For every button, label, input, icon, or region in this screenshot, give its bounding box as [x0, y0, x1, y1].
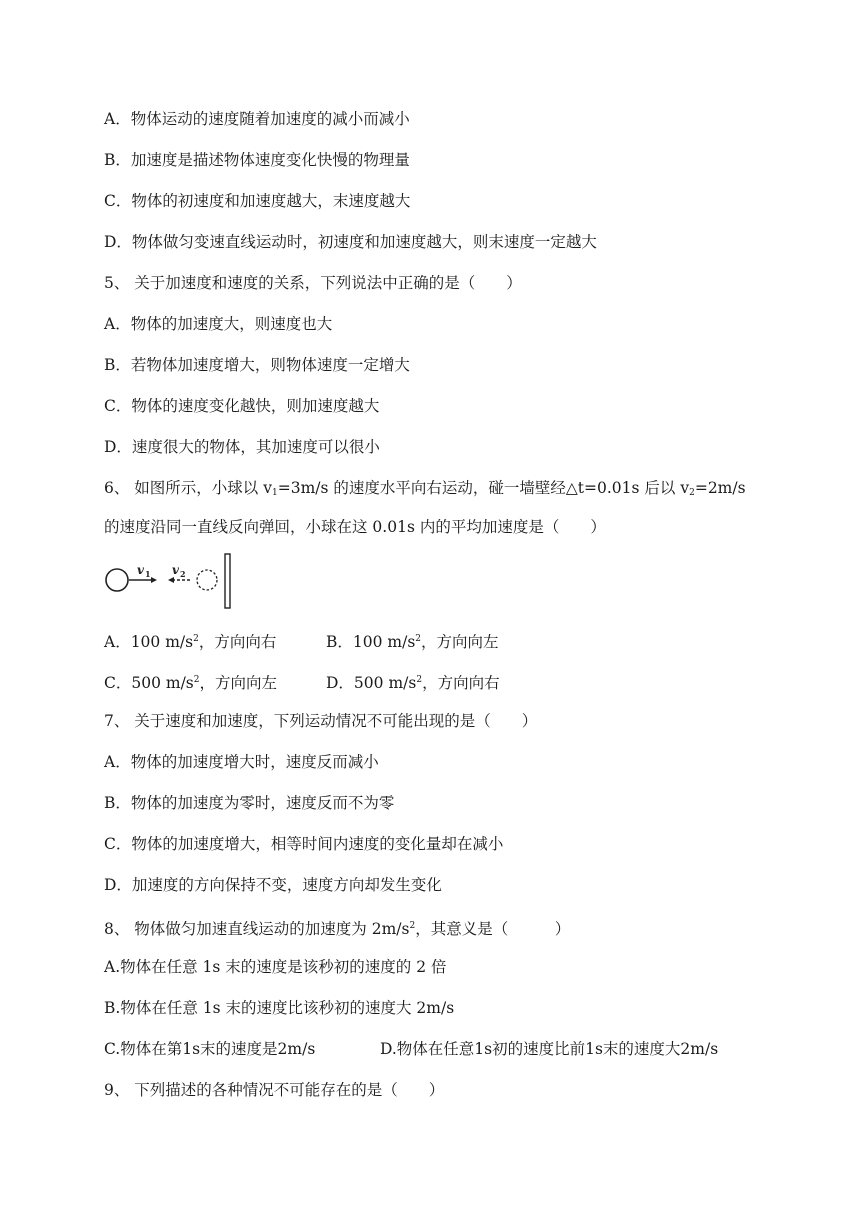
q6-option-d: D．500 $m/s^2$，方向向右: [326, 674, 500, 692]
q4-option-d: D．物体做匀变速直线运动时，初速度和加速度越大，则末速度一定越大: [104, 233, 597, 251]
wall-icon: [225, 554, 230, 608]
q7-option-b: B．物体的加速度为零时，速度反而不为零: [104, 794, 395, 812]
q4-option-c: C．物体的初速度和加速度越大，末速度越大: [104, 192, 411, 210]
q6-options-row1: [104, 628, 499, 653]
ball-icon: [106, 569, 128, 591]
q5-stem: 5、 关于加速度和速度的关系，下列说法中正确的是（ ）: [104, 274, 522, 292]
q7-option-d: D．加速度的方向保持不变，速度方向却发生变化: [104, 876, 442, 894]
q7-stem: 7、 关于速度和加速度，下列运动情况不可能出现的是（ ）: [104, 712, 538, 730]
q5-option-d: D．速度很大的物体，其加速度可以很小: [104, 438, 380, 456]
q7-option-c: C．物体的加速度增大，相等时间内速度的变化量却在减小: [104, 835, 504, 853]
q5-option-a: A．物体的加速度大，则速度也大: [104, 315, 333, 333]
q6-option-a: A．100 $m/s^2$，方向向右: [104, 633, 277, 651]
q4-option-b: B．加速度是描述物体速度变化快慢的物理量: [104, 151, 410, 169]
q5-option-c: C．物体的速度变化越快，则加速度越大: [104, 397, 380, 415]
q7-option-a: A．物体的加速度增大时，速度反而减小: [104, 753, 379, 771]
q6-options-row2: [104, 669, 500, 694]
v2-sub: 2: [180, 569, 186, 579]
q6-option-b: B．100 $m/s^2$，方向向左: [326, 633, 499, 651]
q5-option-b: B．若物体加速度增大，则物体速度一定增大: [104, 356, 410, 374]
q6-figure-ball-wall: [100, 552, 240, 612]
v1-label: v: [137, 563, 144, 577]
q8-options-row-cd: [104, 1038, 718, 1060]
q8-stem: 8、 物体做匀加速直线运动的加速度为 $2m/s^2$，其意义是（ ）: [104, 920, 571, 938]
q8-option-d: D.物体在任意1s初的速度比前1s末的速度大2m/s: [380, 1040, 719, 1058]
q8-option-a: A.物体在任意 1s 末的速度是该秒初的速度的 2 倍: [104, 958, 447, 976]
q6-stem-line1: 6、 如图所示，小球以 $v_1=3m/s$ 的速度水平向右运动，碰一墙壁经△t=0.01s 后以 $v_2=2m/s$: [104, 479, 746, 498]
q8-option-b: B.物体在任意 1s 末的速度比该秒初的速度大 2m/s: [104, 999, 455, 1017]
q8-option-c: C.物体在第1s末的速度是2m/s: [104, 1040, 316, 1058]
q9-stem: 9、 下列描述的各种情况不可能存在的是（ ）: [104, 1081, 445, 1099]
q4-option-a: A．物体运动的速度随着加速度的减小而减小: [104, 110, 410, 128]
ball-rebound-icon: [197, 570, 217, 590]
q6-option-c: C．500 $m/s^2$，方向向左: [104, 674, 277, 692]
v1-sub: 1: [145, 569, 151, 579]
v2-label: v: [172, 563, 179, 577]
q6-stem-line2: 的速度沿同一直线反向弹回，小球在这 0.01s 内的平均加速度是（ ）: [104, 518, 606, 536]
